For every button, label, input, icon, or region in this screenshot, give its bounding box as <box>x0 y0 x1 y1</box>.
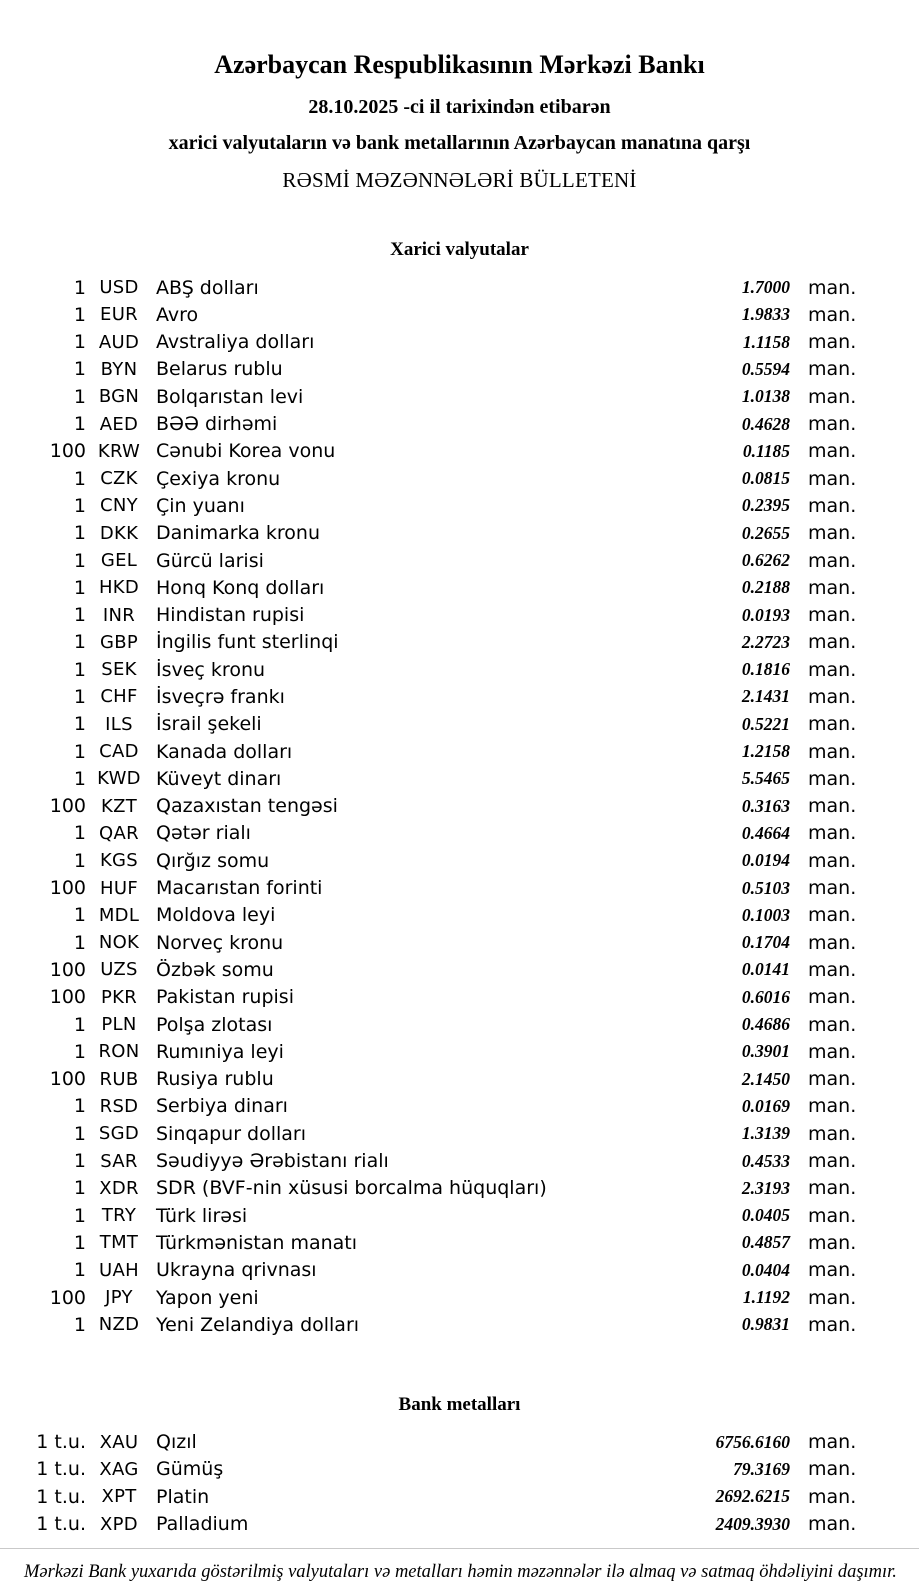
quantity-cell: 100 <box>49 440 86 463</box>
quantity-cell: 1 <box>73 631 86 654</box>
unit-label-cell: man. <box>808 494 857 517</box>
table-row <box>20 984 870 1011</box>
currency-name-cell: Qazaxıstan tengəsi <box>156 795 338 818</box>
quantity-cell: 1 <box>73 1204 86 1227</box>
currency-name-cell: Qırğız somu <box>156 849 270 872</box>
quantity-cell: 1 t.u. <box>36 1513 86 1535</box>
rate-value-cell: 0.6016 <box>741 986 790 1007</box>
unit-label-cell: man. <box>808 849 857 872</box>
rate-value-cell: 0.2395 <box>741 495 790 516</box>
currency-name-cell: Pakistan rupisi <box>156 986 294 1009</box>
currency-code-cell: PLN <box>101 1014 137 1036</box>
currency-name-cell: Rusiya rublu <box>156 1068 274 1091</box>
currency-name-cell: İsveçrə frankı <box>156 685 285 708</box>
currency-name-cell: Danimarka kronu <box>156 522 321 545</box>
currency-code-cell: UZS <box>100 959 138 981</box>
currencies-section-title: Xarici valyutalar <box>390 238 529 260</box>
unit-label-cell: man. <box>808 467 857 490</box>
bank-title: Azərbaycan Respublikasının Mərkəzi Bankı <box>214 50 705 79</box>
currency-code-cell: SGD <box>98 1123 140 1145</box>
quantity-cell: 1 <box>73 1150 86 1173</box>
rate-value-cell: 6756.6160 <box>715 1431 790 1452</box>
rate-value-cell: 0.5103 <box>741 877 790 898</box>
table-row <box>20 438 870 465</box>
currency-code-cell: TRY <box>101 1205 137 1227</box>
table-row <box>20 465 870 492</box>
unit-label-cell: man. <box>808 713 857 736</box>
rate-value-cell: 0.0193 <box>741 604 790 625</box>
quantity-cell: 1 <box>73 1231 86 1254</box>
quantity-cell: 1 <box>73 522 86 545</box>
table-row <box>20 1311 870 1338</box>
currency-code-cell: XDR <box>99 1177 139 1199</box>
rate-value-cell: 1.1192 <box>742 1287 790 1308</box>
table-row <box>20 1011 870 1038</box>
currency-code-cell: JPY <box>105 1287 133 1309</box>
currency-code-cell: PKR <box>100 986 138 1008</box>
currency-code-cell: KGS <box>99 850 139 872</box>
currency-code-cell: BGN <box>98 386 140 408</box>
table-row <box>20 738 870 765</box>
rate-value-cell: 0.0405 <box>741 1205 790 1226</box>
quantity-cell: 1 <box>73 1095 86 1118</box>
quantity-cell: 100 <box>49 877 86 900</box>
currency-name-cell: Moldova leyi <box>156 904 276 927</box>
quantity-cell: 1 <box>73 1040 86 1063</box>
rate-value-cell: 2692.6215 <box>715 1486 790 1507</box>
unit-label-cell: man. <box>808 658 857 681</box>
table-row <box>20 601 870 628</box>
rate-value-cell: 0.0815 <box>741 468 790 489</box>
rate-value-cell: 79.3169 <box>733 1458 790 1479</box>
table-row <box>20 1202 870 1229</box>
unit-label-cell: man. <box>808 1231 857 1254</box>
rate-value-cell: 0.4686 <box>741 1014 790 1035</box>
currency-name-cell: Yapon yeni <box>156 1286 259 1309</box>
currency-name-cell: Ukrayna qrivnası <box>156 1259 317 1282</box>
quantity-cell: 1 <box>73 740 86 763</box>
quantity-cell: 1 <box>73 767 86 790</box>
rate-value-cell: 1.2158 <box>741 741 790 762</box>
currency-code-cell: BYN <box>100 358 138 380</box>
currency-code-cell: DKK <box>99 522 139 544</box>
table-row <box>20 683 870 710</box>
currency-name-cell: Serbiya dinarı <box>156 1095 288 1118</box>
currency-name-cell: Avro <box>156 303 199 326</box>
currency-code-cell: HKD <box>98 577 140 599</box>
currency-name-cell: Çin yuanı <box>156 494 245 517</box>
currency-code-cell: XPT <box>101 1486 137 1508</box>
quantity-cell: 1 <box>73 1313 86 1336</box>
currency-name-cell: Yeni Zelandiya dolları <box>156 1313 360 1336</box>
unit-label-cell: man. <box>808 1040 857 1063</box>
currency-code-cell: RON <box>98 1041 140 1063</box>
currency-code-cell: XAG <box>99 1458 139 1480</box>
currency-code-cell: SEK <box>101 659 137 681</box>
unit-label-cell: man. <box>808 767 857 790</box>
currency-name-cell: BƏƏ dirhəmi <box>156 413 278 436</box>
currency-name-cell: İngilis funt sterlinqi <box>156 631 339 654</box>
unit-label-cell: man. <box>808 385 857 408</box>
currency-name-cell: ABŞ dolları <box>156 276 259 299</box>
table-row <box>20 1147 870 1174</box>
quantity-cell: 1 <box>73 576 86 599</box>
currency-code-cell: NOK <box>98 932 140 954</box>
table-row <box>20 383 870 410</box>
table-row <box>20 1284 870 1311</box>
subject-line: xarici valyutaların və bank metallarının Azərbaycan manatına qarşı <box>168 131 751 154</box>
unit-label-cell: man. <box>808 331 857 354</box>
table-row <box>20 956 870 983</box>
quantity-cell: 1 <box>73 1259 86 1282</box>
unit-label-cell: man. <box>808 576 857 599</box>
quantity-cell: 1 t.u. <box>36 1458 86 1481</box>
currency-name-cell: Səudiyyə Ərəbistanı rialı <box>156 1150 389 1173</box>
table-row <box>20 820 870 847</box>
currency-name-cell: Özbək somu <box>156 958 274 981</box>
rate-value-cell: 1.9833 <box>741 304 790 325</box>
currency-code-cell: CHF <box>100 686 138 708</box>
quantity-cell: 100 <box>49 1068 86 1091</box>
table-row <box>20 1483 870 1510</box>
currency-name-cell: Bolqarıstan levi <box>156 385 304 408</box>
table-row <box>20 1257 870 1284</box>
unit-label-cell: man. <box>808 631 857 654</box>
rate-value-cell: 0.4857 <box>741 1232 790 1253</box>
currency-name-cell: Qətər rialı <box>156 822 251 845</box>
unit-label-cell: man. <box>808 1150 857 1173</box>
quantity-cell: 1 <box>73 385 86 408</box>
currency-code-cell: KRW <box>97 440 141 462</box>
currency-code-cell: INR <box>102 604 136 626</box>
rate-value-cell: 0.0141 <box>741 959 790 980</box>
quantity-cell: 1 <box>73 413 86 436</box>
currency-name-cell: Hindistan rupisi <box>156 604 305 627</box>
unit-label-cell: man. <box>808 604 857 627</box>
quantity-cell: 1 <box>73 904 86 927</box>
table-row <box>20 356 870 383</box>
metals-section-title: Bank metalları <box>398 1394 521 1416</box>
rate-value-cell: 0.4533 <box>741 1150 790 1171</box>
currency-code-cell: CAD <box>99 741 139 763</box>
currency-name-cell: Cənubi Korea vonu <box>156 440 336 463</box>
currency-code-cell: GEL <box>100 550 138 571</box>
table-row <box>20 1510 870 1537</box>
quantity-cell: 1 <box>73 685 86 708</box>
quantity-cell: 1 <box>73 1122 86 1145</box>
unit-label-cell: man. <box>808 1313 857 1336</box>
table-row <box>20 274 870 301</box>
unit-label-cell: man. <box>808 1095 857 1118</box>
currency-code-cell: MDL <box>98 904 140 926</box>
currency-code-cell: AED <box>99 413 139 435</box>
unit-label-cell: man. <box>808 358 857 381</box>
table-row <box>20 1066 870 1093</box>
currency-name-cell: Honq Konq dolları <box>156 576 325 599</box>
currency-name-cell: Türkmənistan manatı <box>156 1231 358 1254</box>
quantity-cell: 1 <box>73 1177 86 1200</box>
footer <box>0 1548 919 1583</box>
unit-label-cell: man. <box>808 822 857 845</box>
currency-code-cell: KWD <box>97 768 141 790</box>
quantity-cell: 1 <box>73 549 86 572</box>
table-row <box>20 1175 870 1202</box>
quantity-cell: 1 <box>73 604 86 627</box>
rate-value-cell: 1.3139 <box>741 1123 790 1144</box>
quantity-cell: 1 <box>73 713 86 736</box>
unit-label-cell: man. <box>808 1458 857 1481</box>
table-row <box>20 656 870 683</box>
quantity-cell: 1 <box>73 849 86 872</box>
currency-name-cell: İsveç kronu <box>156 658 266 681</box>
currency-code-cell: XPD <box>100 1513 138 1535</box>
table-row <box>20 1093 870 1120</box>
bulletin-title: RƏSMİ MƏZƏNNƏLƏRİ BÜLLETENİ <box>282 167 637 192</box>
unit-label-cell: man. <box>808 685 857 708</box>
table-row <box>20 410 870 437</box>
table-row <box>20 574 870 601</box>
unit-label-cell: man. <box>808 1013 857 1036</box>
unit-label-cell: man. <box>808 740 857 763</box>
currency-name-cell: Qızıl <box>156 1431 197 1454</box>
unit-label-cell: man. <box>808 877 857 900</box>
currency-code-cell: RSD <box>99 1095 139 1117</box>
currency-name-cell: Kanada dolları <box>156 740 293 763</box>
currency-name-cell: SDR (BVF-nin xüsusi borcalma hüquqları) <box>156 1177 547 1200</box>
rate-value-cell: 0.1003 <box>741 904 790 925</box>
rate-value-cell: 0.3163 <box>741 795 790 816</box>
rate-value-cell: 0.6262 <box>741 550 790 570</box>
currency-code-cell: QAR <box>99 822 139 844</box>
rate-value-cell: 1.1158 <box>742 331 790 352</box>
quantity-cell: 1 t.u. <box>36 1485 86 1508</box>
rate-value-cell: 0.2655 <box>741 522 790 543</box>
unit-label-cell: man. <box>808 958 857 981</box>
currency-code-cell: ILS <box>105 713 133 735</box>
currency-name-cell: Polşa zlotası <box>156 1013 273 1036</box>
quantity-cell: 1 <box>73 303 86 326</box>
rate-value-cell: 5.5465 <box>741 768 790 789</box>
currency-name-cell: Norveç kronu <box>156 931 284 954</box>
quantity-cell: 100 <box>49 795 86 818</box>
quantity-cell: 1 <box>73 931 86 954</box>
unit-label-cell: man. <box>808 931 857 954</box>
quantity-cell: 1 t.u. <box>36 1431 86 1454</box>
quantity-cell: 1 <box>73 1013 86 1036</box>
unit-label-cell: man. <box>808 1259 857 1282</box>
unit-label-cell: man. <box>808 276 857 299</box>
unit-label-cell: man. <box>808 303 857 326</box>
currency-name-cell: Küveyt dinarı <box>156 767 282 790</box>
currency-name-cell: İsrail şekeli <box>156 713 262 736</box>
currency-name-cell: Sinqapur dolları <box>156 1122 307 1145</box>
quantity-cell: 1 <box>73 276 86 299</box>
currency-code-cell: RUB <box>99 1068 139 1090</box>
quantity-cell: 1 <box>73 822 86 845</box>
rate-value-cell: 2.3193 <box>741 1177 790 1198</box>
currency-name-cell: Belarus rublu <box>156 358 283 381</box>
rate-value-cell: 0.1185 <box>742 440 790 461</box>
quantity-cell: 1 <box>73 358 86 381</box>
unit-label-cell: man. <box>808 549 857 572</box>
unit-label-cell: man. <box>808 1068 857 1091</box>
table-row <box>20 328 870 355</box>
table-row <box>20 1120 870 1147</box>
unit-label-cell: man. <box>808 904 857 927</box>
rate-value-cell: 2.1450 <box>741 1068 790 1089</box>
table-row <box>20 492 870 519</box>
currency-code-cell: AUD <box>98 331 140 353</box>
unit-label-cell: man. <box>808 522 857 545</box>
currency-code-cell: CNY <box>100 495 138 517</box>
unit-label-cell: man. <box>808 1122 857 1145</box>
quantity-cell: 100 <box>49 986 86 1009</box>
unit-label-cell: man. <box>808 413 857 436</box>
effective-date: 28.10.2025 -ci il tarixindən etibarən <box>308 95 611 118</box>
unit-label-cell: man. <box>808 1431 857 1454</box>
table-row <box>20 520 870 547</box>
disclaimer-text: Mərkəzi Bank yuxarıda göstərilmiş valyutaları və metalları həmin məzənnələr ilə almaq və satmaq öhdəliyini daşımır. <box>24 1561 897 1582</box>
table-row <box>20 547 870 574</box>
rate-value-cell: 2.2723 <box>741 631 790 652</box>
quantity-cell: 100 <box>49 1286 86 1309</box>
table-row <box>20 793 870 820</box>
unit-label-cell: man. <box>808 1513 857 1535</box>
currency-code-cell: TMT <box>99 1232 139 1254</box>
currency-code-cell: SAR <box>100 1150 138 1172</box>
table-row <box>20 1456 870 1483</box>
currency-code-cell: HUF <box>100 877 138 899</box>
rate-value-cell: 0.4628 <box>741 413 790 434</box>
table-row <box>20 301 870 328</box>
currency-code-cell: EUR <box>100 304 138 326</box>
rate-value-cell: 0.1704 <box>741 932 790 953</box>
table-row <box>20 847 870 874</box>
quantity-cell: 1 <box>73 494 86 517</box>
rate-value-cell: 0.5594 <box>741 358 790 379</box>
currency-name-cell: Gürcü larisi <box>156 549 264 572</box>
unit-label-cell: man. <box>808 1485 857 1508</box>
metals-table <box>20 1428 870 1537</box>
table-row <box>20 765 870 792</box>
unit-label-cell: man. <box>808 440 857 463</box>
bulletin-header <box>0 50 919 193</box>
currency-name-cell: Türk lirəsi <box>156 1204 248 1227</box>
unit-label-cell: man. <box>808 986 857 1009</box>
rate-value-cell: 0.9831 <box>741 1314 790 1335</box>
currency-code-cell: KZT <box>100 795 138 817</box>
currency-code-cell: CZK <box>100 468 138 490</box>
rate-value-cell: 2409.3930 <box>715 1513 790 1534</box>
rate-value-cell: 0.2188 <box>741 577 790 598</box>
rate-value-cell: 0.3901 <box>741 1041 790 1062</box>
rate-value-cell: 0.0194 <box>741 850 790 871</box>
rate-value-cell: 0.5221 <box>741 713 790 734</box>
quantity-cell: 1 <box>73 658 86 681</box>
unit-label-cell: man. <box>808 1286 857 1309</box>
currency-code-cell: NZD <box>98 1314 140 1336</box>
currencies-table <box>20 274 870 1339</box>
currency-name-cell: Palladium <box>156 1513 249 1535</box>
rate-value-cell: 2.1431 <box>741 686 790 707</box>
table-row <box>20 874 870 901</box>
rate-value-cell: 0.1816 <box>741 659 790 680</box>
currency-name-cell: Macarıstan forinti <box>156 877 323 900</box>
unit-label-cell: man. <box>808 1177 857 1200</box>
table-row <box>20 1428 870 1455</box>
quantity-cell: 100 <box>49 958 86 981</box>
currency-code-cell: GBP <box>99 631 139 653</box>
currency-name-cell: Rumıniya leyi <box>156 1040 284 1063</box>
table-row <box>20 711 870 738</box>
table-row <box>20 902 870 929</box>
quantity-cell: 1 <box>73 331 86 354</box>
rate-value-cell: 1.7000 <box>741 277 790 298</box>
unit-label-cell: man. <box>808 795 857 818</box>
currency-code-cell: XAU <box>99 1431 139 1453</box>
unit-label-cell: man. <box>808 1204 857 1227</box>
rate-value-cell: 1.0138 <box>741 386 790 407</box>
table-row <box>20 929 870 956</box>
table-row <box>20 629 870 656</box>
currency-name-cell: Gümüş <box>156 1458 224 1481</box>
rate-value-cell: 0.0169 <box>741 1095 790 1116</box>
currency-name-cell: Çexiya kronu <box>156 467 281 490</box>
table-row <box>20 1229 870 1256</box>
currency-code-cell: UAH <box>99 1259 139 1281</box>
quantity-cell: 1 <box>73 467 86 490</box>
currency-name-cell: Platin <box>156 1485 210 1508</box>
rate-value-cell: 0.0404 <box>741 1259 790 1280</box>
table-row <box>20 1038 870 1065</box>
currency-name-cell: Avstraliya dolları <box>156 331 315 354</box>
currency-code-cell: USD <box>99 277 139 299</box>
rate-value-cell: 0.4664 <box>741 822 790 843</box>
